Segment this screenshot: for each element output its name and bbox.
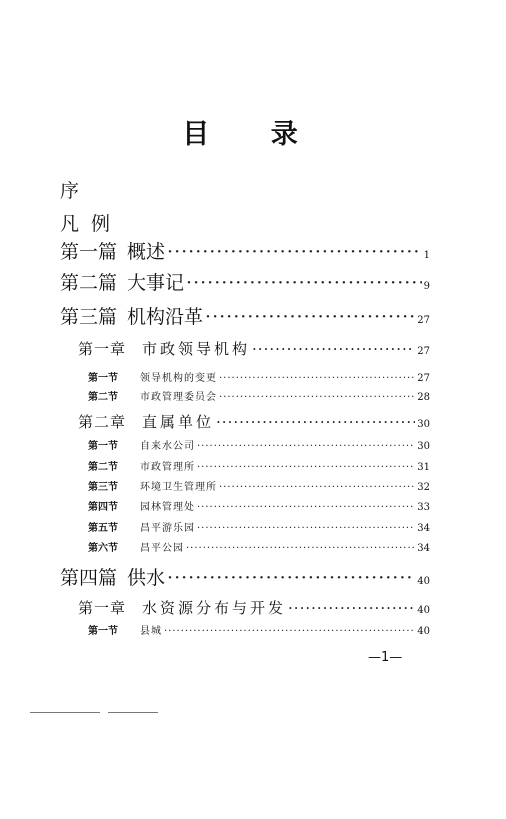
scan-rule-line — [30, 712, 100, 713]
entry-number: 第四节 — [88, 502, 118, 513]
entry-page: 40 — [417, 576, 430, 587]
entry-title: 市政管理所 — [140, 462, 195, 473]
entry-page: 30 — [417, 419, 430, 430]
entry-title: 昌平游乐园 — [140, 523, 195, 534]
entry-title: 机构沿革 — [127, 306, 204, 328]
toc-entry-chapter[interactable] — [78, 597, 430, 618]
leader-dots — [219, 392, 415, 403]
entry-page: 31 — [417, 462, 430, 473]
entry-number: 第三篇 — [60, 306, 118, 328]
toc-entry-section[interactable] — [88, 437, 430, 452]
entry-title: 水资源分布与开发 — [142, 599, 287, 617]
entry-page: 1 — [423, 250, 430, 261]
entry-number: 第二篇 — [60, 272, 118, 294]
toc-entry-part[interactable] — [60, 237, 430, 264]
toc-entry-part[interactable] — [60, 302, 430, 329]
toc-entry-part[interactable] — [60, 268, 430, 295]
entry-number: 第二节 — [88, 462, 118, 473]
leader-dots — [197, 441, 415, 452]
entry-title: 凡例 — [60, 213, 123, 235]
leader-dots — [186, 543, 415, 554]
entry-number: 第一节 — [88, 373, 118, 384]
leader-dots — [219, 373, 415, 384]
entry-number: 第二节 — [88, 392, 118, 403]
entry-number: 第五节 — [88, 523, 118, 534]
entry-title: 昌平公园 — [140, 543, 184, 554]
entry-page: 40 — [417, 605, 430, 616]
toc-entry-chapter[interactable] — [78, 338, 430, 359]
entry-page: 33 — [417, 502, 430, 513]
toc-entry-section[interactable] — [88, 622, 430, 637]
toc-entry-chapter[interactable] — [78, 411, 430, 432]
toc-entry-section[interactable] — [88, 519, 430, 534]
entry-page: 30 — [417, 441, 430, 452]
entry-title: 大事记 — [127, 272, 185, 294]
entry-page: 34 — [417, 523, 430, 534]
entry-page: 9 — [423, 281, 430, 292]
leader-dots — [197, 523, 415, 534]
entry-page: 32 — [417, 482, 430, 493]
entry-page: 27 — [417, 373, 430, 384]
entry-number: 第一章 — [78, 340, 127, 358]
entry-title: 市政管理委员会 — [140, 392, 217, 403]
leader-dots — [167, 241, 422, 263]
toc-entry-section[interactable] — [88, 369, 430, 384]
entry-title: 市政领导机构 — [142, 340, 251, 358]
leader-dots — [216, 413, 415, 431]
entry-number: 第四篇 — [60, 567, 118, 589]
entry-page: 34 — [417, 543, 430, 554]
entry-title: 环境卫生管理所 — [140, 482, 217, 493]
entry-number: 第一篇 — [60, 241, 118, 263]
entry-page: 27 — [417, 315, 430, 326]
entry-title: 供水 — [127, 567, 166, 589]
entry-number: 第二章 — [78, 413, 127, 431]
page-number: —1— — [368, 650, 403, 665]
entry-title: 序 — [60, 180, 92, 202]
entry-number: 第一章 — [78, 599, 127, 617]
entry-number: 第六节 — [88, 543, 118, 554]
leader-dots — [219, 482, 415, 493]
entry-number: 第三节 — [88, 482, 118, 493]
entry-number: 第一节 — [88, 441, 118, 452]
leader-dots — [186, 272, 422, 294]
entry-title: 领导机构的变更 — [140, 373, 217, 384]
toc-entry-section[interactable] — [88, 388, 430, 403]
toc-entry-section[interactable] — [88, 478, 430, 493]
entry-page: 28 — [417, 392, 430, 403]
leader-dots — [197, 462, 415, 473]
leader-dots — [167, 567, 415, 589]
entry-title: 园林管理处 — [140, 502, 195, 513]
leader-dots — [252, 340, 415, 358]
toc-entry-preface[interactable] — [60, 176, 91, 203]
entry-page: 27 — [417, 346, 430, 357]
leader-dots — [164, 626, 415, 637]
toc-entry-section[interactable] — [88, 458, 430, 473]
toc-entry-section[interactable] — [88, 498, 430, 513]
page-title: 目 录 — [182, 119, 324, 150]
entry-title: 自来水公司 — [140, 441, 195, 452]
entry-title: 直属单位 — [142, 413, 215, 431]
entry-title: 县城 — [140, 626, 162, 637]
leader-dots — [197, 502, 415, 513]
toc-entry-section[interactable] — [88, 539, 430, 554]
leader-dots — [288, 599, 415, 617]
entry-page: 40 — [417, 626, 430, 637]
leader-dots — [205, 306, 415, 328]
toc-entry-notes[interactable] — [60, 209, 122, 236]
toc-entry-part[interactable] — [60, 563, 430, 590]
scan-rule-line — [108, 712, 158, 713]
entry-number: 第一节 — [88, 626, 118, 637]
entry-title: 概述 — [127, 241, 166, 263]
